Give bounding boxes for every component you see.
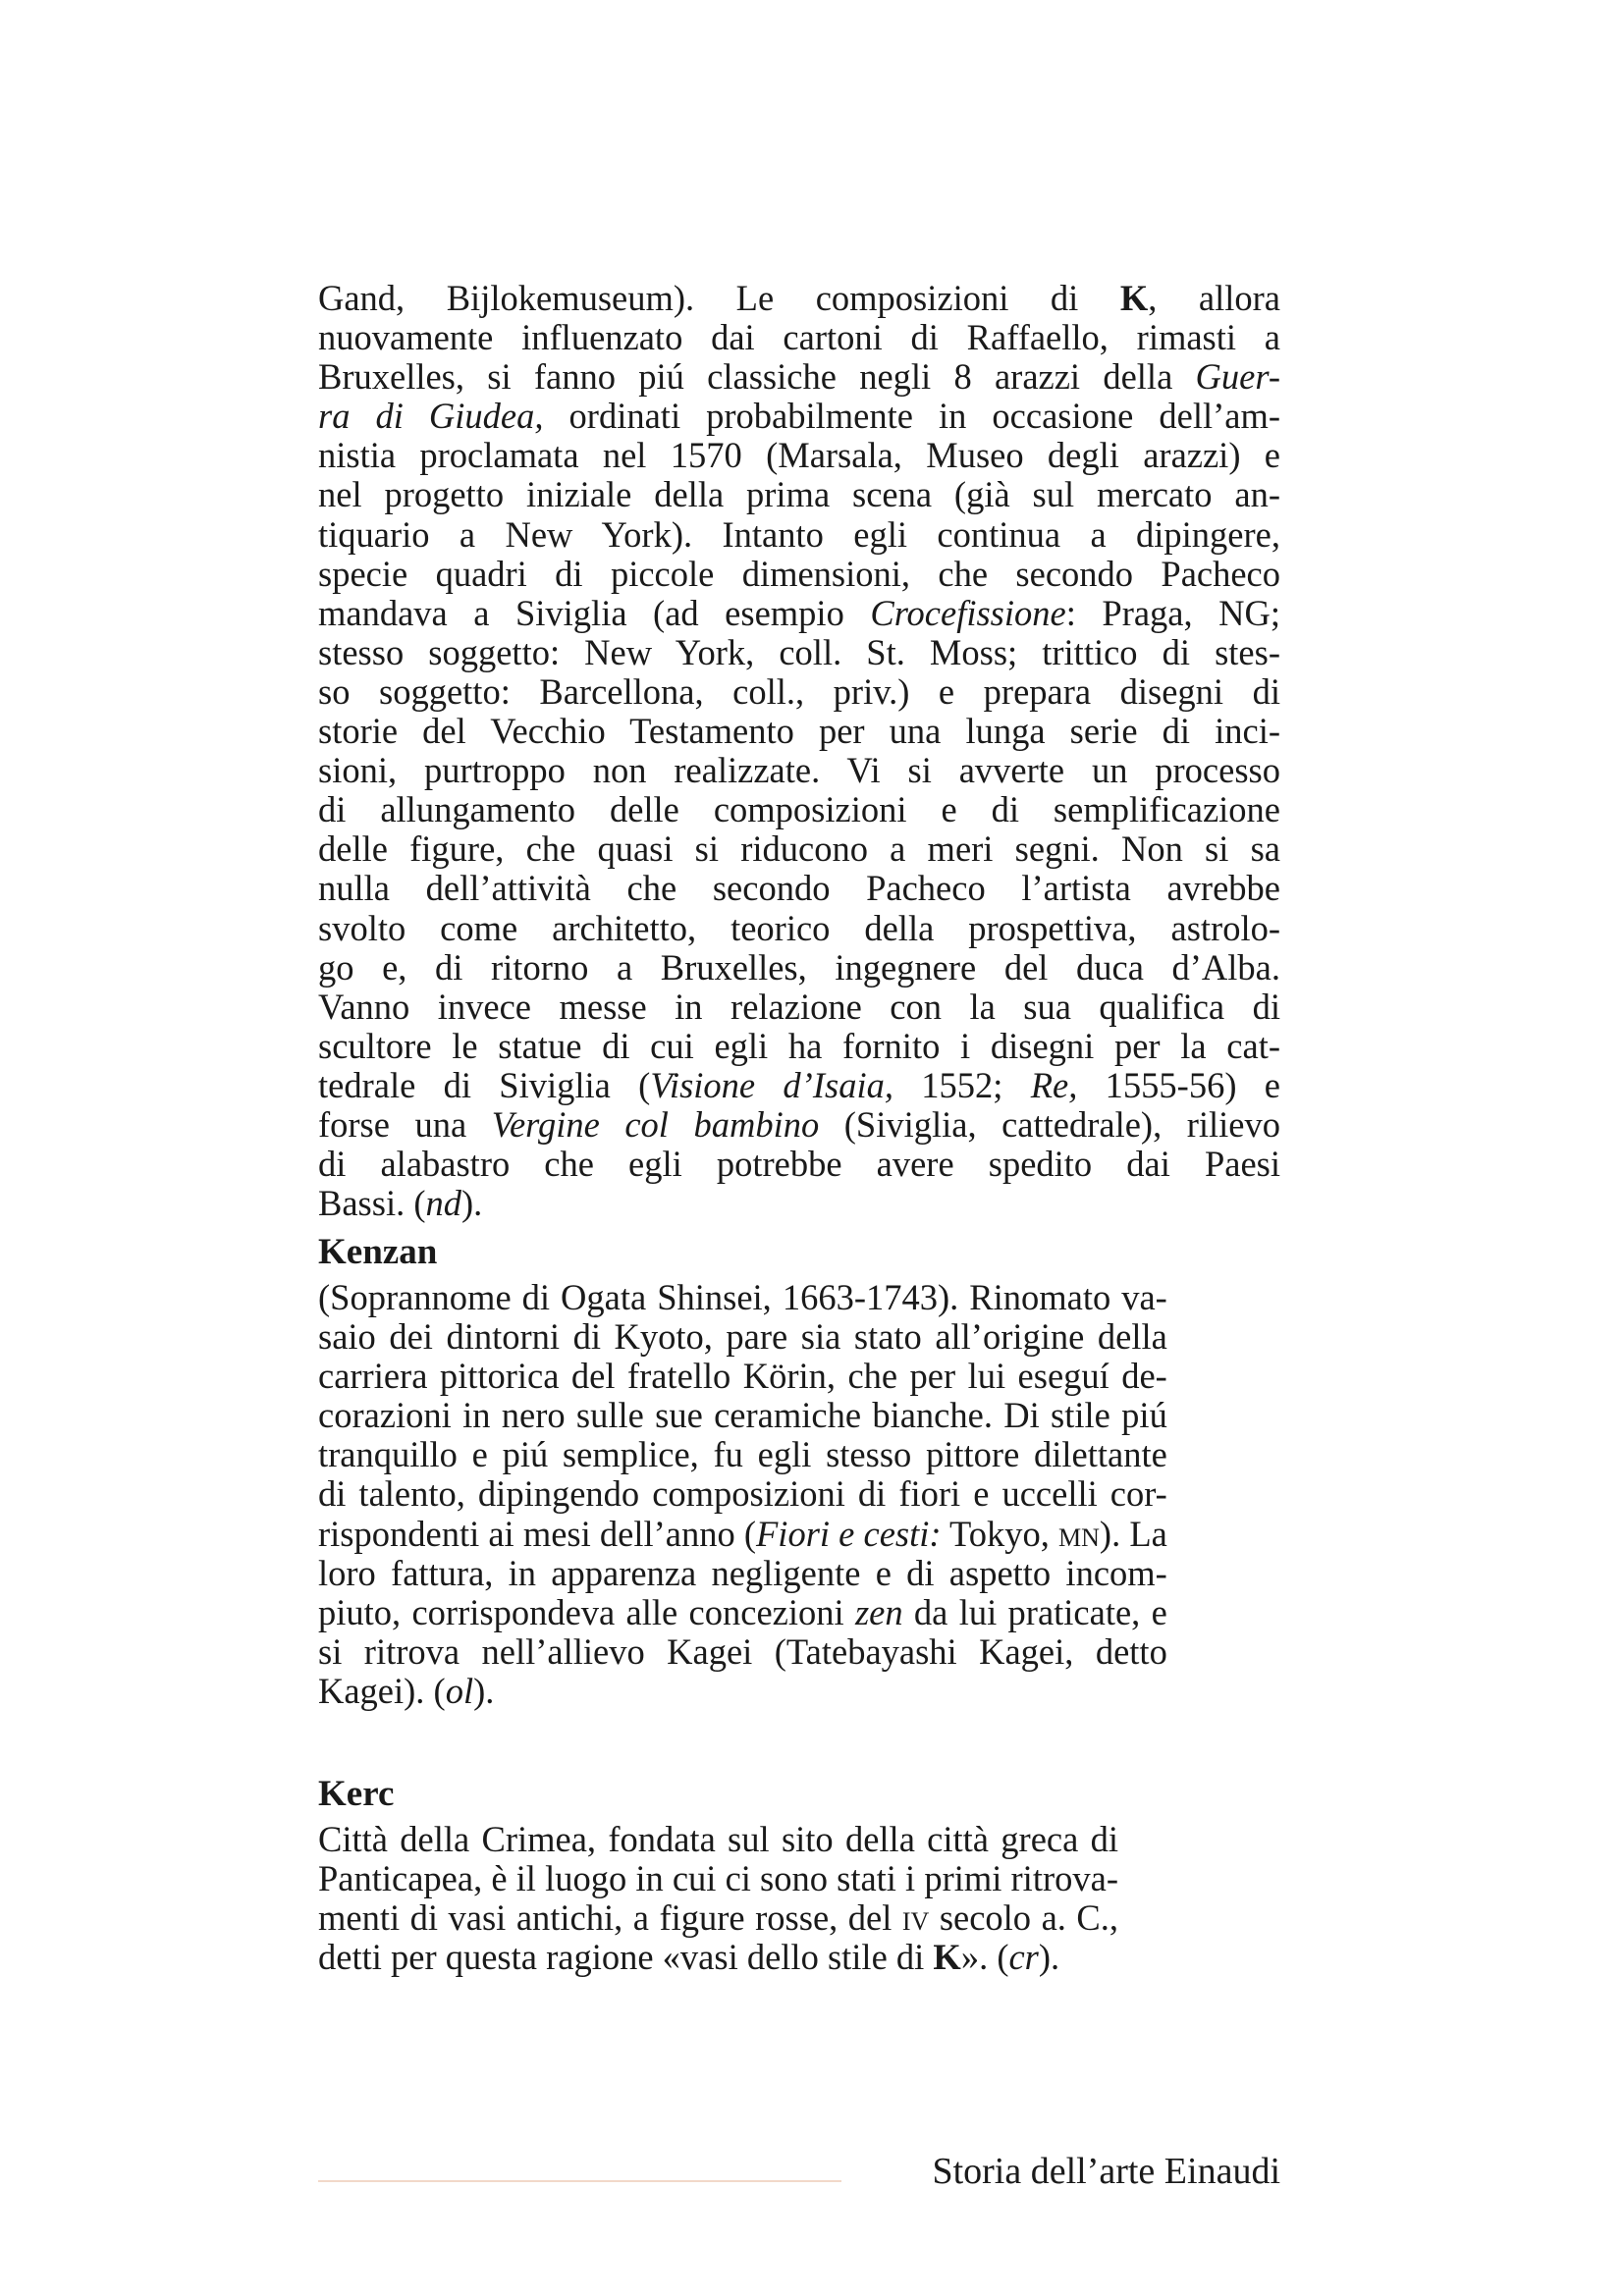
continuation-line: Gand, Bijlokemuseum). Le composizioni di K, allora [318,278,1280,318]
continuation-line: nulla dell’attività che secondo Pacheco l’artista avrebbe [318,868,1280,909]
continuation-line: ra di Giudea, ordinati probabilmente in occasione dell’am- [318,396,1280,437]
footer-rule [318,2180,841,2182]
entry-heading-kerc: Kerc [318,1774,395,1814]
continuation-line: so soggetto: Barcellona, coll., priv.) e prepara disegni di [318,670,1280,712]
kenzan-line: rispondenti ai mesi dell’anno (Fiori e cesti: Tokyo, mn). La [318,1513,1167,1554]
continuation-line: di alabastro che egli potrebbe avere spedito dai Paesi [318,1144,1280,1185]
kenzan-line: loro fattura, in apparenza negligente e di aspetto incom- [318,1552,1167,1593]
continuation-line: di allungamento delle composizioni e di semplificazione [318,789,1280,830]
continuation-line: delle figure, che quasi si riducono a meri segni. Non si sa [318,828,1280,870]
continuation-line: nel progetto iniziale della prima scena (già sul mercato an- [318,474,1280,515]
kenzan-line: si ritrova nell’allievo Kagei (Tatebayashi Kagei, detto [318,1630,1167,1672]
kerc-line: Città della Crimea, fondata sul sito della città greca di [318,1819,1118,1859]
kerc-line: detti per questa ragione «vasi dello stile di K». (cr). [318,1937,1060,1978]
continuation-line: stesso soggetto: New York, coll. St. Moss; trittico di stes- [318,631,1280,672]
kenzan-line: tranquillo e piú semplice, fu egli stesso pittore dilettante [318,1434,1167,1475]
continuation-line: Vanno invece messe in relazione con la sua qualifica di [318,986,1280,1027]
continuation-line: sioni, purtroppo non realizzate. Vi si avverte un processo [318,750,1280,791]
continuation-line: go e, di ritorno a Bruxelles, ingegnere del duca d’Alba. [318,946,1280,988]
continuation-line: mandava a Siviglia (ad esempio Crocefissione: Praga, NG; [318,592,1281,633]
entry-text-kerc [318,1820,1118,1977]
continuation-line: nuovamente influenzato dai cartoni di Raffaello, rimasti a [318,317,1280,358]
kenzan-line: carriera pittorica del fratello Körin, che per lui eseguí de- [318,1356,1167,1397]
kerc-line: menti di vasi antichi, a figure rosse, del iv secolo a. C., [318,1897,1118,1939]
kenzan-line: corazioni in nero sulle sue ceramiche bianche. Di stile piú [318,1395,1167,1436]
continuation-line: forse una Vergine col bambino (Siviglia, cattedrale), rilievo [318,1103,1280,1145]
continuation-line: tiquario a New York). Intanto egli continua a dipingere, [318,513,1280,555]
continuation-line: svolto come architetto, teorico della prospettiva, astrolo- [318,907,1280,948]
continuation-line: tedrale di Siviglia (Visione d’Isaia, 1552; Re, 1555-56) e [318,1064,1280,1105]
continuation-line: nistia proclamata nel 1570 (Marsala, Museo degli arazzi) e [318,435,1280,476]
continuation-line: specie quadri di piccole dimensioni, che secondo Pacheco [318,553,1280,594]
continuation-line: Bruxelles, si fanno piú classiche negli 8 arazzi della Guer- [318,356,1280,398]
kenzan-line: piuto, corrispondeva alle concezioni zen da lui praticate, e [318,1591,1167,1632]
continuation-line: Bassi. (nd). [318,1183,483,1224]
footer-title: Storia dell’arte Einaudi [932,2151,1280,2192]
continuation-line: storie del Vecchio Testamento per una lunga serie di inci- [318,711,1280,752]
entry-text-kenzan [318,1278,1167,1711]
kenzan-line: saio dei dintorni di Kyoto, pare sia stato all’origine della [318,1316,1167,1358]
kenzan-line: di talento, dipingendo composizioni di fiori e uccelli cor- [318,1473,1167,1515]
entry-heading-kenzan: Kenzan [318,1232,438,1272]
kerc-line: Panticapea, è il luogo in cui ci sono stati i primi ritrova- [318,1858,1118,1899]
continuation-paragraph [318,279,1280,1223]
page-body [318,278,1281,1978]
kenzan-line: (Soprannome di Ogata Shinsei, 1663-1743). Rinomato va- [318,1277,1167,1317]
continuation-line: scultore le statue di cui egli ha fornito i disegni per la cat- [318,1025,1280,1066]
kenzan-line: Kagei). (ol). [318,1670,495,1711]
